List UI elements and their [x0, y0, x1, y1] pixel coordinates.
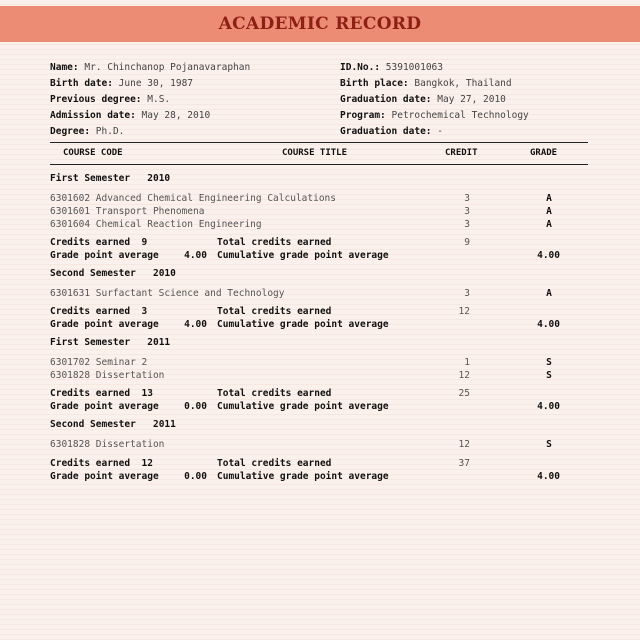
semester-year: 2010 — [147, 173, 171, 184]
name-label: Name: — [50, 62, 79, 73]
semester-year: 2010 — [152, 268, 176, 279]
gpa-label: Grade point average — [50, 471, 159, 482]
credits-earned-label: Credits earned — [50, 306, 131, 317]
graduation-date-field — [340, 94, 506, 105]
total-credits-value: 12 — [458, 306, 470, 317]
credits-earned-value: 13 — [141, 388, 153, 399]
program-value: Petrochemical Technology — [391, 110, 529, 121]
semester-name: Second Semester — [50, 419, 136, 430]
gpa-value: 0.00 — [184, 401, 207, 412]
column-course-code: COURSE CODE — [63, 148, 123, 158]
birth-place-value: Bangkok, Thailand — [414, 78, 512, 89]
credits-earned-row — [50, 388, 153, 399]
cgpa-value: 4.00 — [537, 319, 560, 330]
degree-label: Degree: — [50, 126, 91, 137]
program-label: Program: — [340, 110, 386, 121]
admission-date-field — [50, 110, 210, 121]
graduation-date-label: Graduation date: — [340, 94, 432, 105]
birth-date-field — [50, 78, 193, 89]
total-credits-label: Total credits earned — [217, 306, 332, 317]
cgpa-label: Cumulative grade point average — [217, 471, 389, 482]
semester-year: 2011 — [147, 337, 171, 348]
cgpa-label: Cumulative grade point average — [217, 319, 389, 330]
course-credit: 3 — [464, 193, 470, 204]
cgpa-label: Cumulative grade point average — [217, 250, 389, 261]
graduation-date-2-value: - — [437, 126, 443, 137]
name-value: Mr. Chinchanop Pojanavaraphan — [84, 62, 251, 73]
course-credit: 12 — [458, 370, 470, 381]
degree-value: Ph.D. — [95, 126, 125, 137]
birth-place-label: Birth place: — [340, 78, 409, 89]
gpa-value: 0.00 — [184, 471, 207, 482]
course-grade: A — [546, 193, 552, 204]
cgpa-label: Cumulative grade point average — [217, 401, 389, 412]
gpa-value: 4.00 — [184, 319, 207, 330]
semester-heading — [50, 337, 170, 348]
semester-name: First Semester — [50, 173, 131, 184]
credits-earned-value: 3 — [141, 306, 148, 317]
course-credit: 12 — [458, 439, 470, 450]
semester-year: 2011 — [152, 419, 176, 430]
semester-heading — [50, 419, 176, 430]
cgpa-value: 4.00 — [537, 250, 560, 261]
birth-date-value: June 30, 1987 — [118, 78, 194, 89]
course-grade: A — [546, 288, 552, 299]
previous-degree-field — [50, 94, 170, 105]
graduation-date-2-field — [340, 126, 443, 137]
program-field — [340, 110, 529, 121]
total-credits-label: Total credits earned — [217, 388, 332, 399]
course-grade: S — [546, 439, 552, 450]
credits-earned-value: 9 — [141, 237, 148, 248]
course-credit: 1 — [464, 357, 470, 368]
course-grade: S — [546, 357, 552, 368]
degree-field — [50, 126, 124, 137]
course-credit: 3 — [464, 288, 470, 299]
admission-date-label: Admission date: — [50, 110, 136, 121]
semester-heading — [50, 268, 176, 279]
column-grade: GRADE — [530, 148, 558, 158]
header-top-rule — [50, 142, 588, 143]
gpa-label: Grade point average — [50, 319, 159, 330]
total-credits-label: Total credits earned — [217, 237, 332, 248]
previous-degree-label: Previous degree: — [50, 94, 142, 105]
id-label: ID.No.: — [340, 62, 381, 73]
name-field — [50, 62, 250, 73]
id-value: 5391001063 — [385, 62, 443, 73]
course-row: 6301702 Seminar 2 — [50, 357, 148, 368]
credits-earned-value: 12 — [141, 458, 153, 469]
course-grade: A — [546, 219, 552, 230]
gpa-label: Grade point average — [50, 401, 159, 412]
gpa-label: Grade point average — [50, 250, 159, 261]
course-row: 6301602 Advanced Chemical Engineering Calculations — [50, 193, 336, 204]
previous-degree-value: M.S. — [147, 94, 171, 105]
course-row: 6301828 Dissertation — [50, 439, 165, 450]
title-banner — [0, 6, 640, 42]
total-credits-value: 37 — [458, 458, 470, 469]
course-credit: 3 — [464, 206, 470, 217]
admission-date-value: May 28, 2010 — [141, 110, 211, 121]
birth-place-field — [340, 78, 512, 89]
semester-name: Second Semester — [50, 268, 136, 279]
credits-earned-row — [50, 237, 147, 248]
credits-earned-label: Credits earned — [50, 237, 131, 248]
credits-earned-label: Credits earned — [50, 388, 131, 399]
credits-earned-label: Credits earned — [50, 458, 131, 469]
total-credits-label: Total credits earned — [217, 458, 332, 469]
birth-date-label: Birth date: — [50, 78, 113, 89]
page-title: ACADEMIC RECORD — [218, 14, 422, 34]
header-bottom-rule — [50, 164, 588, 165]
column-credit: CREDIT — [445, 148, 478, 158]
semester-heading — [50, 173, 170, 184]
semester-name: First Semester — [50, 337, 131, 348]
course-credit: 3 — [464, 219, 470, 230]
course-row: 6301828 Dissertation — [50, 370, 165, 381]
course-row: 6301601 Transport Phenomena — [50, 206, 205, 217]
course-row: 6301604 Chemical Reaction Engineering — [50, 219, 262, 230]
cgpa-value: 4.00 — [537, 401, 560, 412]
id-field — [340, 62, 443, 73]
course-grade: S — [546, 370, 552, 381]
course-grade: A — [546, 206, 552, 217]
gpa-value: 4.00 — [184, 250, 207, 261]
cgpa-value: 4.00 — [537, 471, 560, 482]
credits-earned-row — [50, 306, 147, 317]
graduation-date-value: May 27, 2010 — [437, 94, 506, 105]
column-course-title: COURSE TITLE — [282, 148, 348, 158]
total-credits-value: 25 — [458, 388, 470, 399]
course-row: 6301631 Surfactant Science and Technology — [50, 288, 285, 299]
total-credits-value: 9 — [464, 237, 470, 248]
graduation-date-2-label: Graduation date: — [340, 126, 432, 137]
credits-earned-row — [50, 458, 153, 469]
